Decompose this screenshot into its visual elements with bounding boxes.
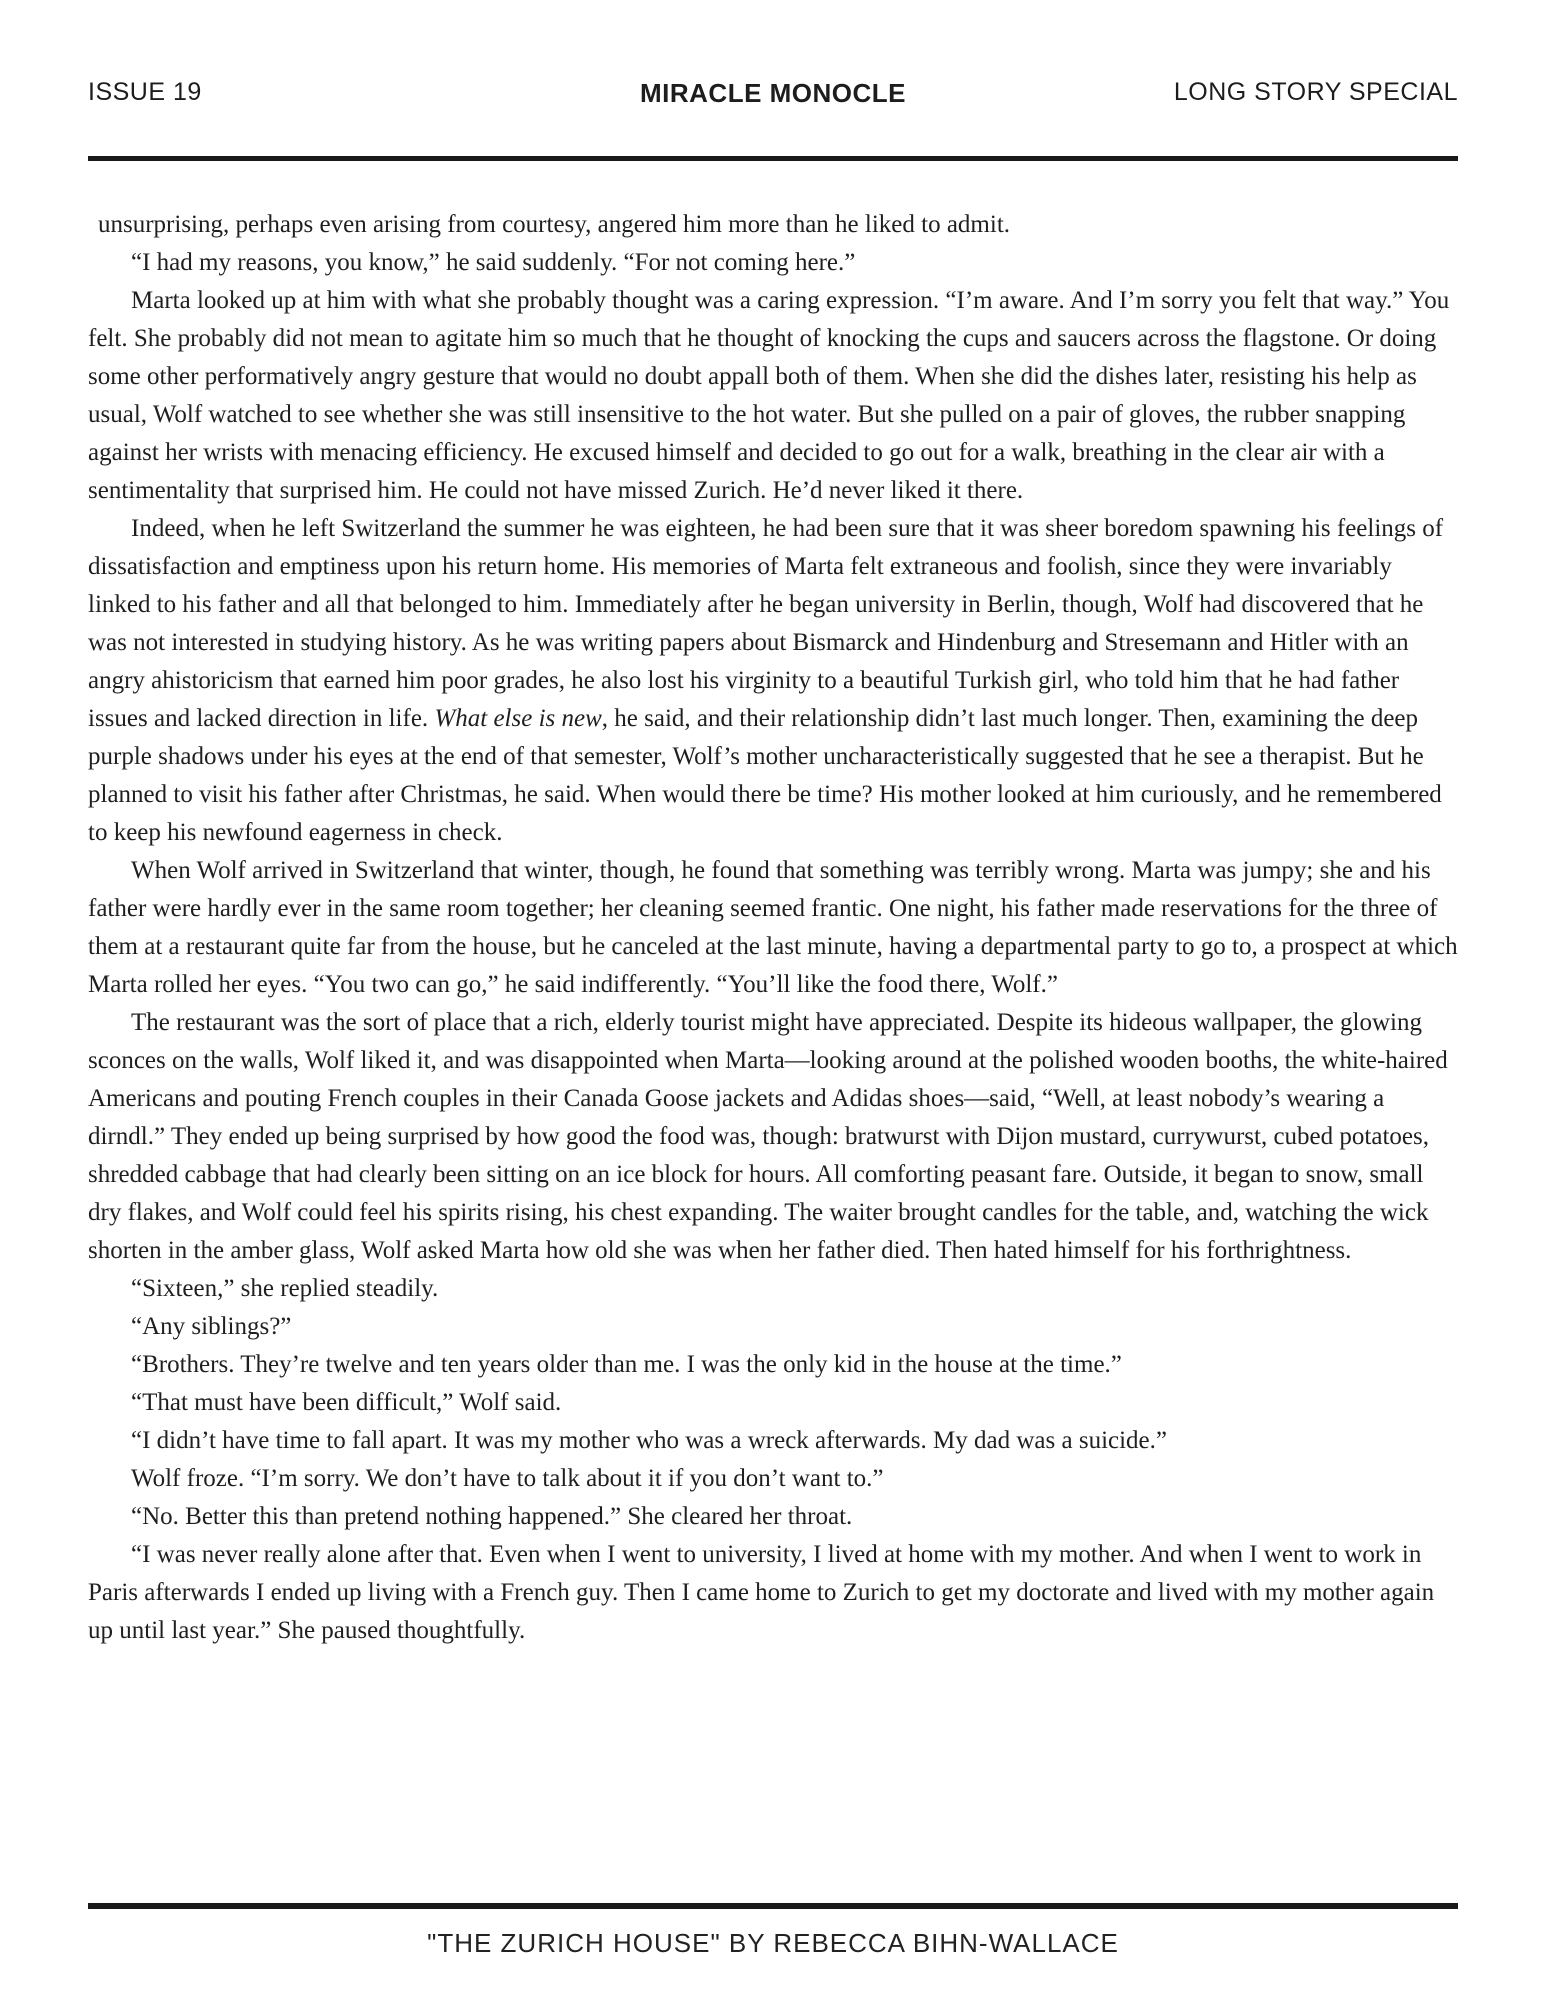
footer-rule [88,1903,1458,1909]
story-paragraph: When Wolf arrived in Switzerland that winter, though, he found that something was terribly wrong. Marta was jumpy; she and his father were hardly ever in the same room together; her cleaning seemed frantic. One night, his father made reservations for the three of them at a restaurant quite far from the house, but he canceled at the last minute, having a departmental party to go to, a prospect at which Marta rolled her eyes. “You two can go,” he said indifferently. “You’ll like the food there, Wolf.” [88,857,1458,998]
story-paragraph: Marta looked up at him with what she probably thought was a caring expression. “I’m aware. And I’m sorry you felt that way.” You felt. She probably did not mean to agitate him so much that he thought of knocking the cups and saucers across the flagstone. Or doing some other performatively angry gesture that would no doubt appall both of them. When she did the dishes later, resisting his help as usual, Wolf watched to see whether she was still insensitive to the hot water. But she pulled on a pair of gloves, the rubber snapping against her wrists with menacing efficiency. He excused himself and decided to go out for a walk, breathing in the clear air with a sentimentality that surprised him. He could not have missed Zurich. He’d never liked it there. [88,287,1450,504]
story-paragraph: “I had my reasons, you know,” he said suddenly. “For not coming here.” [131,249,856,276]
story-paragraph: “I didn’t have time to fall apart. It was my mother who was a wreck afterwards. My dad was a suicide.” [131,1427,1167,1454]
story-paragraph: “Sixteen,” she replied steadily. [131,1275,439,1302]
page-footer [88,1928,1458,1959]
story-paragraph: “No. Better this than pretend nothing happened.” She cleared her throat. [131,1503,853,1530]
story-paragraph: “Brothers. They’re twelve and ten years older than me. I was the only kid in the house at the time.” [131,1351,1122,1378]
issue-number: ISSUE 19 [88,78,202,106]
story-paragraph: unsurprising, perhaps even arising from courtesy, angered him more than he liked to admit. [98,211,1011,238]
magazine-title: MIRACLE MONOCLE [639,78,907,108]
story-paragraph [88,510,1458,852]
story-paragraph: “That must have been difficult,” Wolf said. [131,1389,562,1416]
story-body [88,206,1458,1650]
story-paragraph: The restaurant was the sort of place that a rich, elderly tourist might have appreciated. Despite its hideous wallpaper, the glowing sconces on the walls, Wolf liked it, and was disappointed when Marta—looking around at the polished wooden booths, the white-haired Americans and pouting French couples in their Canada Goose jackets and Adidas shoes—said, “Well, at least nobody’s wearing a dirndl.” They ended up being surprised by how good the food was, though: bratwurst with Dijon mustard, currywurst, cubed potatoes, shredded cabbage that had clearly been sitting on an ice block for hours. All comforting peasant fare. Outside, it began to snow, small dry flakes, and Wolf could feel his spirits rising, his chest expanding. The waiter brought candles for the table, and, watching the wick shorten in the amber glass, Wolf asked Marta how old she was when her father died. Then hated himself for his forthrightness. [88,1009,1448,1264]
story-byline: "THE ZURICH HOUSE" BY REBECCA BIHN-WALLACE [427,1928,1119,1958]
story-paragraph: “Any siblings?” [131,1313,292,1340]
section-title: LONG STORY SPECIAL [1173,78,1458,106]
paragraph-run: Indeed, when he left Switzerland the summer he was eighteen, he had been sure that it was sheer boredom spawning his feelings of dissatisfaction and emptiness upon his return home. His memories of Marta felt extraneous and foolish, since they were invariably linked to his father and all that belonged to him. Immediately after he began university in Berlin, though, Wolf had discovered that he was not interested in studying history. As he was writing papers about Bismarck and Hindenburg and Stresemann and Hitler with an angry ahistoricism that earned him poor grades, he also lost his virginity to a beautiful Turkish girl, who told him that he had father issues and lacked direction in life. [88,515,1444,732]
paragraph-run-italic: What else is new [434,705,602,732]
paragraph-run: , he said, and their relationship didn’t last much longer. Then, examining the deep purple shadows under his eyes at the end of that semester, Wolf’s mother uncharacteristically suggested that he see a therapist. But he planned to visit his father after Christmas, he said. When would there be time? His mother looked at him curiously, and he remembered to keep his newfound eagerness in check. [88,705,1442,846]
page-header [88,78,1458,108]
story-paragraph: “I was never really alone after that. Even when I went to university, I lived at home with my mother. And when I went to work in Paris afterwards I ended up living with a French guy. Then I came home to Zurich to get my doctorate and lived with my mother again up until last year.” She paused thoughtfully. [88,1541,1435,1644]
header-rule [88,156,1458,161]
story-paragraph: Wolf froze. “I’m sorry. We don’t have to talk about it if you don’t want to.” [131,1465,884,1492]
